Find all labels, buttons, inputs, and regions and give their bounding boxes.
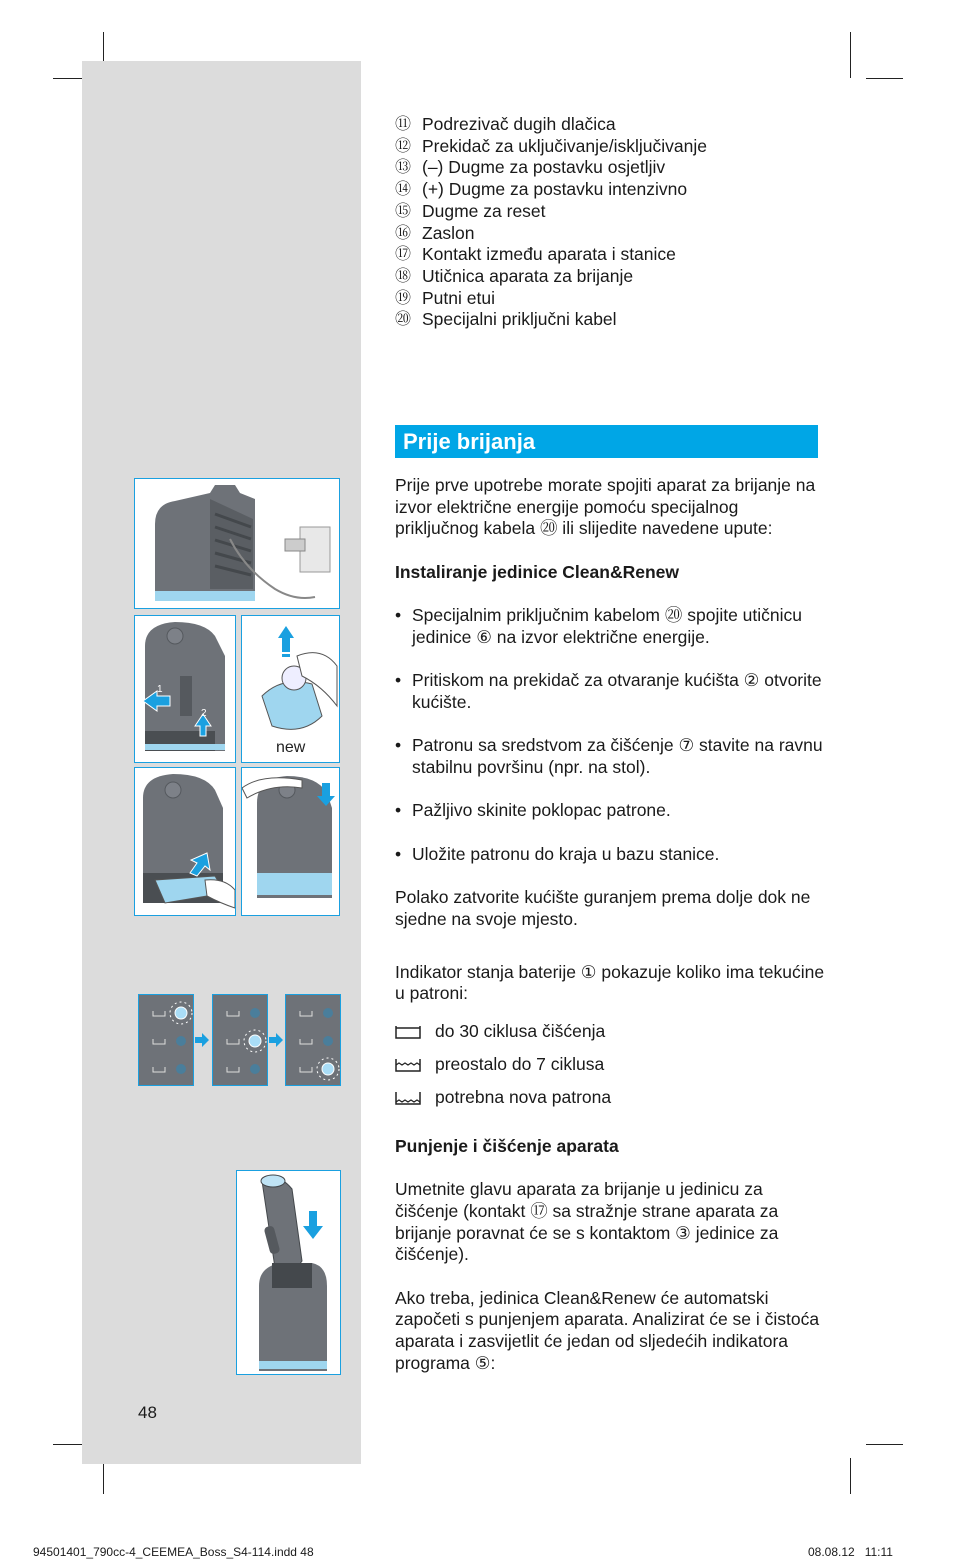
arrow-right-icon [268, 1032, 284, 1048]
figure-close-housing [241, 767, 340, 916]
list-item [395, 1048, 825, 1081]
list-item: • Pritiskom na prekidač za otvaranje kućišta ② otvorite kućište. [395, 670, 825, 713]
figure-station-plug [134, 478, 340, 609]
level-low-icon [395, 1091, 421, 1105]
figure-new-cartridge [241, 615, 340, 763]
page-number: 48 [138, 1403, 157, 1422]
item-number: ⑱ [395, 267, 412, 285]
footer-date: 08.08.12 11:11 [808, 1545, 893, 1559]
list-item [395, 266, 825, 288]
item-text: (–) Dugme za postavku osjetljiv [422, 157, 666, 178]
indicator-panel-low [285, 994, 341, 1086]
list-item [395, 179, 825, 201]
parts-list-section [395, 114, 825, 331]
item-number: ⑲ [395, 289, 412, 307]
indicator-panel-medium [212, 994, 268, 1086]
item-number: ⑳ [395, 311, 412, 329]
list-item [395, 201, 825, 223]
list-item [395, 157, 825, 179]
list-item [395, 114, 825, 136]
parts-list [395, 114, 825, 331]
item-number: ⑫ [395, 137, 412, 155]
item-text: Prekidač za uključivanje/isključivanje [422, 135, 707, 156]
charging-title: Punjenje i čišćenje aparata [395, 1135, 619, 1156]
figure-callout-2: 2 [201, 708, 207, 719]
indicator-list [395, 1015, 825, 1114]
figure-callout-1: 1 [157, 684, 163, 695]
item-text: Kontakt između aparata i stanice [422, 244, 676, 265]
list-item: • Uložite patronu do kraja u bazu stanice. [395, 844, 825, 866]
list-item: • Pažljivo skinite poklopac patrone. [395, 800, 825, 822]
item-number: ⑭ [395, 181, 412, 199]
intro-paragraph: Prije prve upotrebe morate spojiti aparat za brijanje na izvor električne energije pomoću specijalnog priključnog kabela ⑳ ili slijedite navedene upute: [395, 475, 816, 539]
figure-insert-cartridge [134, 767, 236, 916]
figure-label-new: new [276, 739, 306, 756]
crop-mark [850, 1458, 851, 1494]
item-number: ⑰ [395, 246, 412, 264]
figure-shaver-in-station [236, 1170, 341, 1375]
list-item [395, 1015, 825, 1048]
indicator-label: preostalo do 7 ciklusa [435, 1053, 605, 1074]
item-number: ⑮ [395, 202, 412, 220]
list-item [395, 1081, 825, 1114]
level-medium-icon [395, 1058, 421, 1072]
install-steps [395, 605, 825, 865]
item-number: ⑬ [395, 159, 412, 177]
item-text: Dugme za reset [422, 200, 546, 221]
install-closing: Polako zatvorite kućište guranjem prema dolje dok ne sjedne na svoje mjesto. [395, 887, 811, 929]
indicator-label: potrebna nova patrona [435, 1086, 612, 1107]
charging-text: Umetnite glavu aparata za brijanje u jedinicu za čišćenje (kontakt ⑰ sa stražnje strane aparata za brijanje poravnat će se s kontaktom ③ jedinice za čišćenje). [395, 1179, 779, 1265]
item-text: Utičnica aparata za brijanje [422, 265, 634, 286]
item-text: Specijalni priključni kabel [422, 309, 617, 330]
charging-text-2: Ako treba, jedinica Clean&Renew će automatski započeti s punjenjem aparata. Analizirat će se i čistoća aparata i zasvijetlit će jedan od sljedećih indikatora programa ⑤: [395, 1287, 820, 1373]
item-number: ⑪ [395, 116, 412, 133]
item-text: (+) Dugme za postavku intenzivno [422, 179, 688, 200]
list-item [395, 244, 825, 266]
footer-file: 94501401_790cc-4_CEEMEA_Boss_S4-114.indd 48 [33, 1545, 314, 1559]
list-item: • Patronu sa sredstvom za čišćenje ⑦ stavite na ravnu stabilnu površinu (npr. na stol). [395, 735, 825, 778]
arrow-right-icon [194, 1032, 210, 1048]
crop-mark [866, 78, 903, 79]
list-item [395, 223, 825, 245]
level-full-icon [395, 1025, 421, 1039]
item-text: Putni etui [422, 287, 495, 308]
list-item [395, 136, 825, 158]
indicator-panel-full [138, 994, 194, 1086]
item-text: Podrezivač dugih dlačica [422, 114, 616, 134]
list-item [395, 288, 825, 310]
figure-open-housing [134, 615, 236, 763]
indicator-text: Indikator stanja baterije ① pokazuje koliko ima tekućine u patroni: [395, 961, 825, 1004]
main-text [395, 475, 825, 1396]
indicator-label: do 30 ciklusa čišćenja [435, 1020, 606, 1041]
item-text: Zaslon [422, 222, 475, 243]
install-title: Instaliranje jedinice Clean&Renew [395, 561, 679, 582]
crop-mark [866, 1444, 903, 1445]
list-item: • Specijalnim priključnim kabelom ⑳ spojite utičnicu jedinice ⑥ na izvor električne energije. [395, 605, 825, 648]
list-item [395, 309, 825, 331]
crop-mark [850, 32, 851, 78]
item-number: ⑯ [395, 224, 412, 242]
section-title: Prije brijanja [395, 425, 818, 458]
